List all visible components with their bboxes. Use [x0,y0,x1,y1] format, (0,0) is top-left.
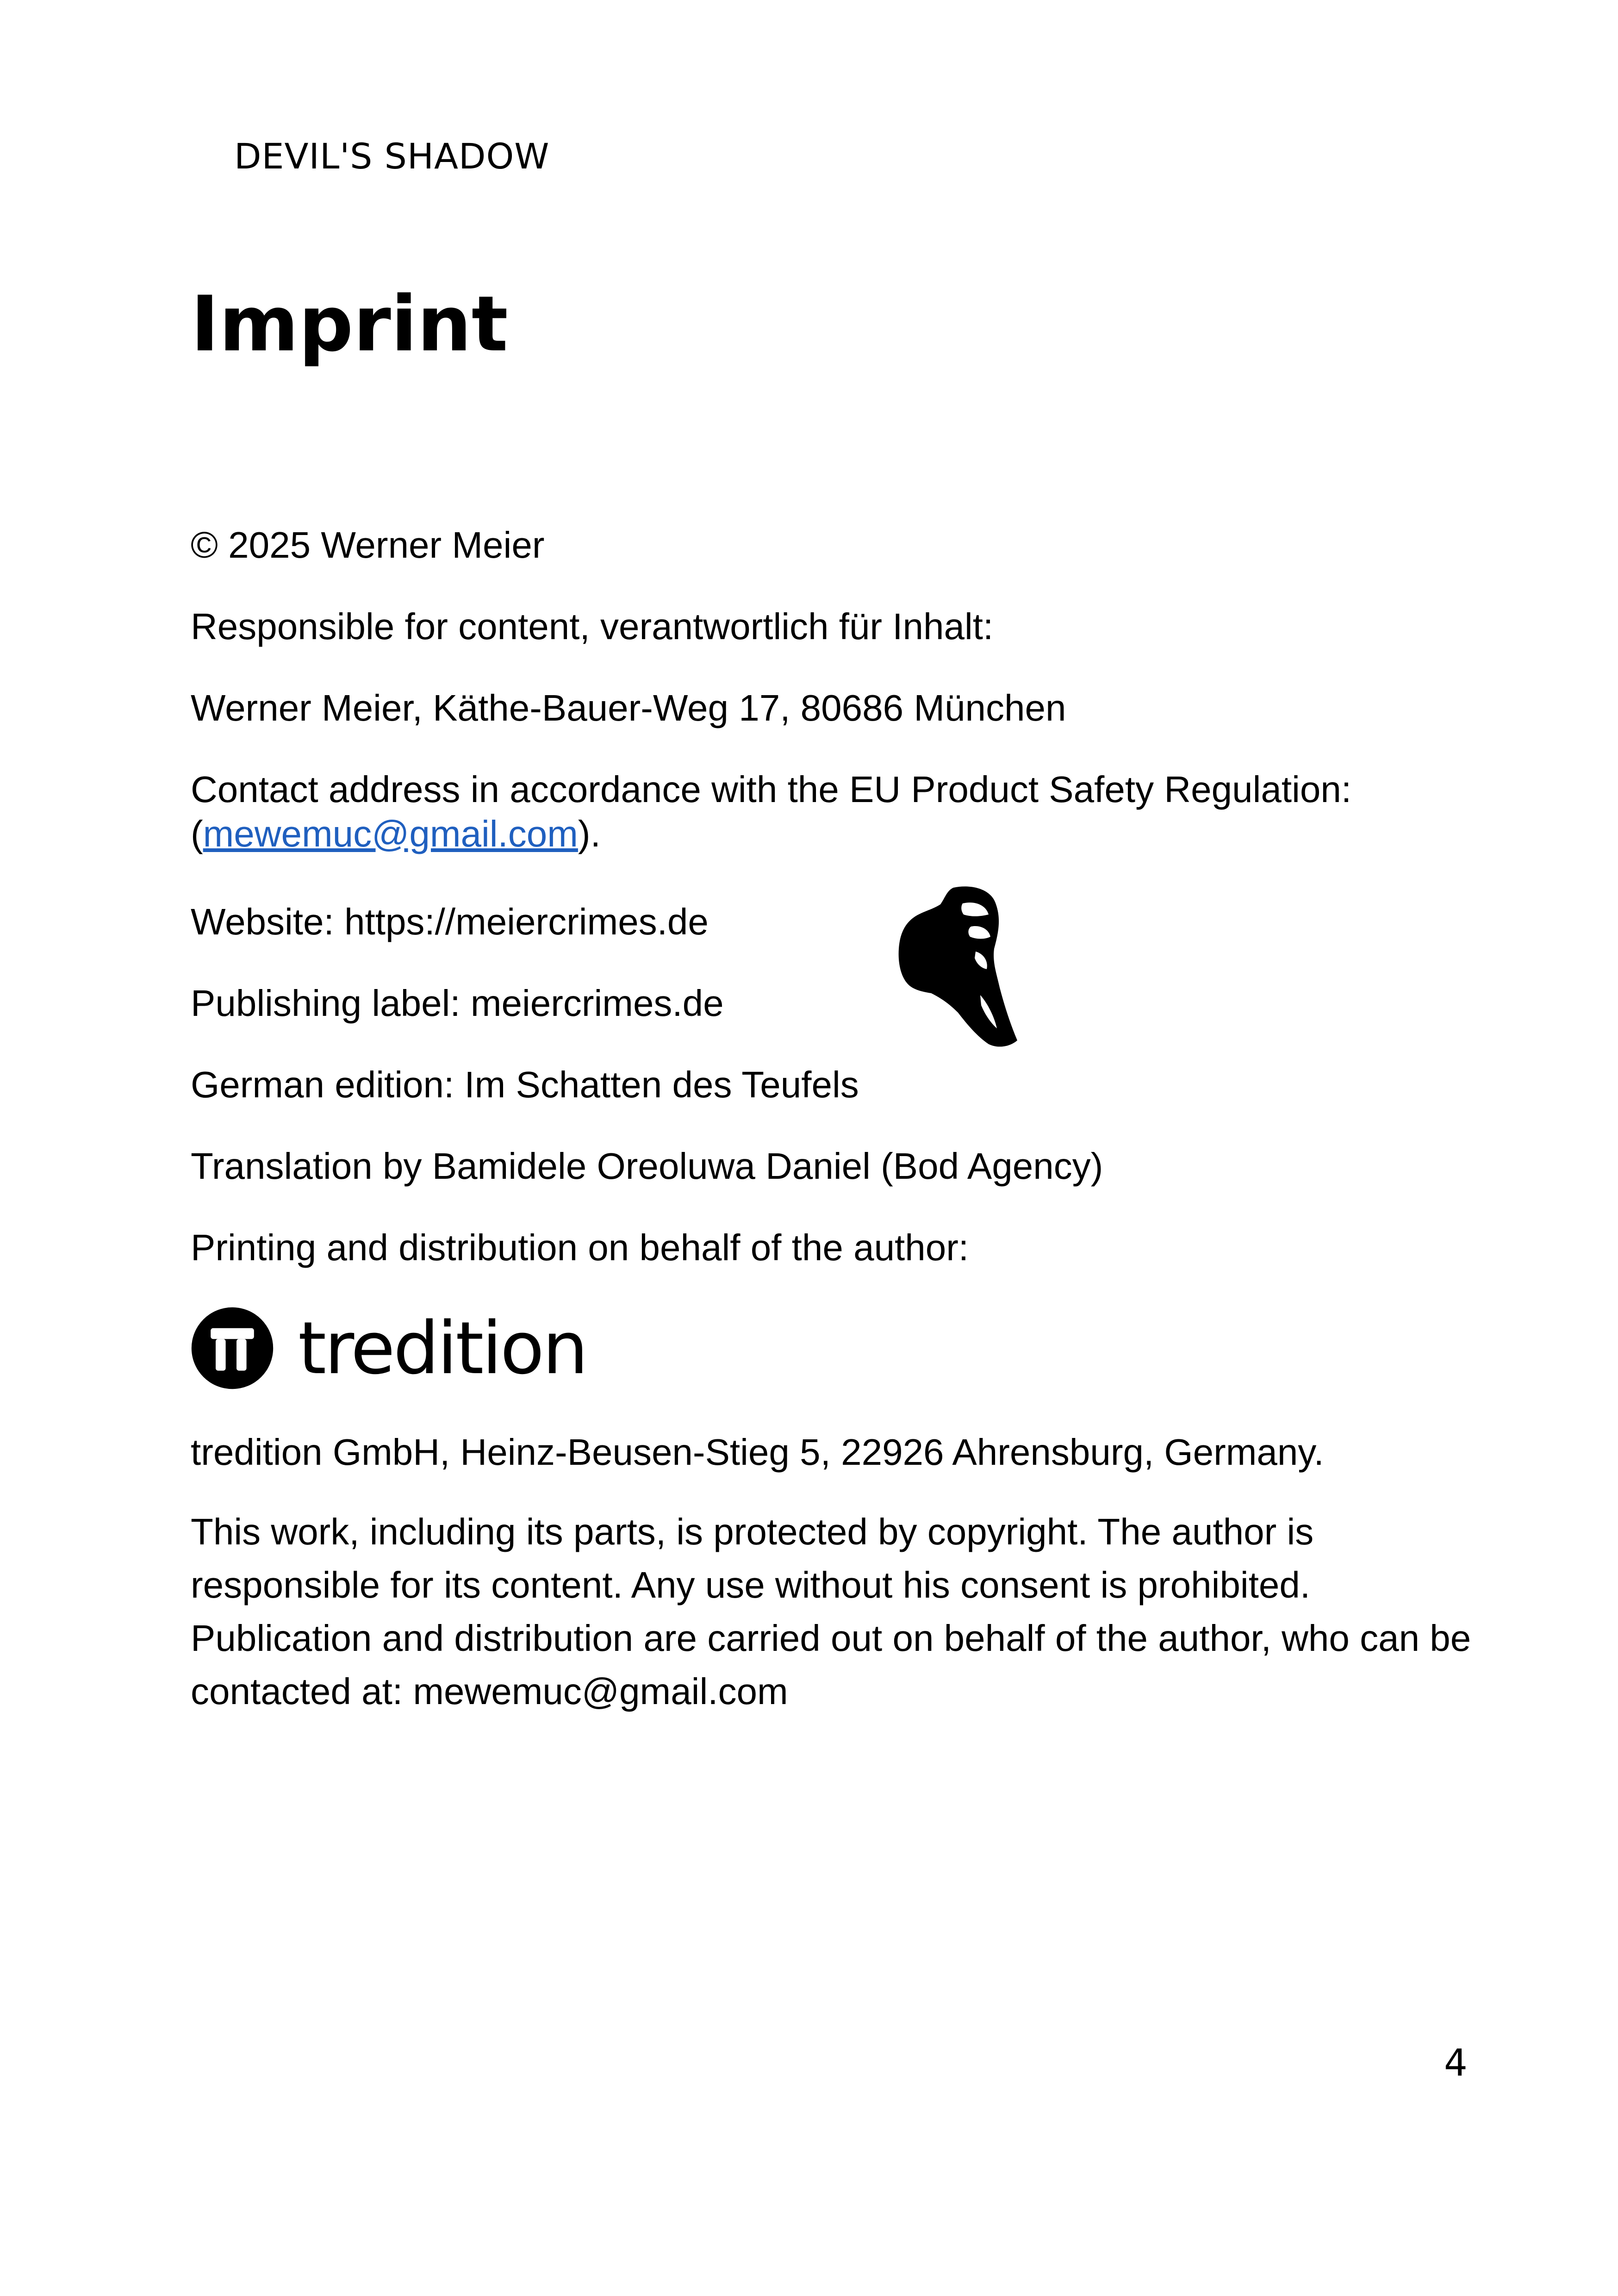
contact-block [191,767,1351,856]
silhouette-figure-icon [893,884,1023,1051]
contact-open: ( [191,813,203,854]
copyright-line: © 2025 Werner Meier [191,524,545,566]
german-edition-line: German edition: Im Schatten des Teufels [191,1064,859,1105]
page-number: 4 [1444,2041,1468,2084]
website-line: Website: https://meiercrimes.de [191,901,709,942]
responsible-label: Responsible for content, verantwortlich für Inhalt: [191,606,994,647]
translation-line: Translation by Bamidele Oreoluwa Daniel (Bod Agency) [191,1145,1103,1187]
contact-intro: Contact address in accordance with the EU Product Safety Regulation: [191,769,1352,810]
running-header: DEVIL'S SHADOW [234,136,550,177]
contact-line [191,812,1351,856]
responsible-address: Werner Meier, Käthe-Bauer-Weg 17, 80686 München [191,687,1066,728]
page-title: Imprint [191,280,508,368]
printing-line: Printing and distribution on behalf of the author: [191,1227,969,1268]
publisher-address: tredition GmbH, Heinz-Beusen-Stieg 5, 22926 Ahrensburg, Germany. [191,1431,1324,1473]
publishing-label-line: Publishing label: meiercrimes.de [191,983,724,1024]
contact-email-link[interactable]: mewemuc@gmail.com [203,813,578,854]
copyright-notice: This work, including its parts, is protected by copyright. The author is responsible for its content. Any use without his consent is prohibited. Publication and distribution are carried out on behalf of the author, who can be contacted at: mewemuc@gmail.com [191,1511,1471,1712]
tredition-logo [191,1304,586,1392]
tredition-wordmark: tredition [298,1306,587,1390]
contact-close: ). [578,813,601,854]
tredition-logo-icon [191,1307,274,1390]
